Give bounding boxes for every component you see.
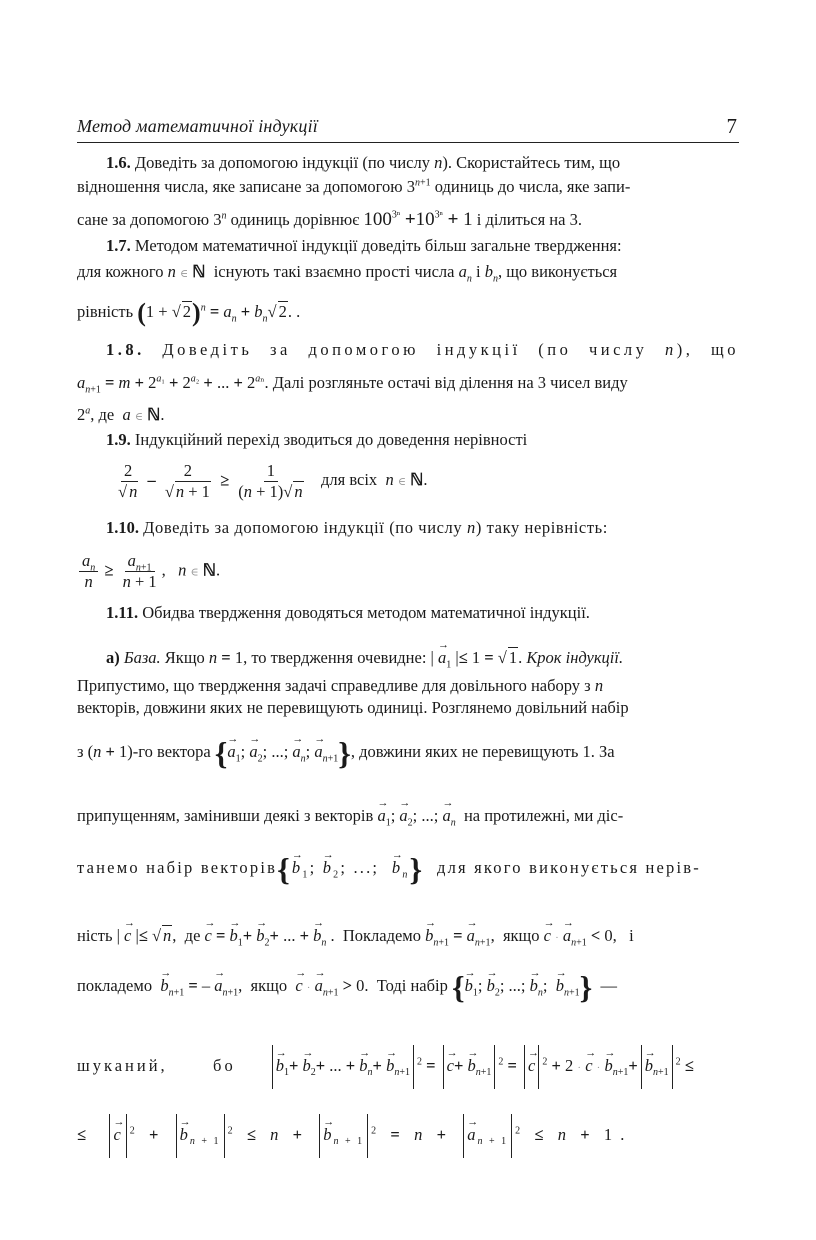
problem-1-8-line-2: $a_{n+1} = m + 2^{a_1} + 2^{a_2}$ + ... + $2^{a_n}$. Далі розгляньте остачі від ділення на 3 чисел виду (77, 373, 628, 396)
problem-1-9-line-1: 1.9. Індукційний перехід зводиться до доведення нерівності (106, 430, 528, 449)
part-a-line-7: ність | → c |≤ √ n, де → c = → $b_1+ \to b_2+$ ... + → $b_n$ . Покладемо → $b_{n+1}$ = → $a_{n+1}$, якщо → c · → $a_{n+1} < 0$, і (77, 926, 634, 948)
part-a-line-6: танемо набір векторів{→ $b_1$; → $b_2$; ...; → $b_n$} для якого виконується нерів- (77, 858, 701, 879)
problem-1-7-line-3: рівність (1 + √ $2)^n = a_n + b_n√$ 2. . (77, 298, 301, 328)
part-a-line-1: а) База. Якщо n = 1, то твердження очевидне: | → $a_1$ |≤ 1 = √ 1. Крок індукції. (106, 648, 623, 668)
part-a-line-10: ≤ → c $^2$ + → $b_{n + 1}^2 \le n$ + → $b_{n + 1}^2 = n$ + → $a_{n + 1}^2 \le n + 1$ . (77, 1114, 626, 1158)
part-a-line-3: векторів, довжини яких не перевищують одиниці. Розглянемо довільний набір (77, 698, 629, 717)
problem-1-7-line-1: 1.7. Методом математичної індукції доведіть більш загальне твердження: (106, 236, 622, 255)
running-title: Метод математичної індукції (77, 116, 318, 136)
problem-1-7-line-2: для кожного n ∈ ℕ існують такі взаємно прості числа $a_n$ і $b_n$, що виконується (77, 262, 618, 285)
page-number: 7 (726, 114, 737, 138)
text: Доведіть за допомогою індукції (по числу n). Скористайтесь тим, що (134, 153, 621, 172)
part-a-line-2: Припустимо, що твердження задачі справедливе для довільного набору з n (77, 676, 604, 695)
problem-1-6-line-1 (106, 153, 620, 173)
problem-1-10-line-1: 1.10. Доведіть за допомогою індукції (по числу n) таку нерівність: (106, 518, 608, 537)
problem-1-6-line-3: сане за допомогою 3$^n$ одиниць дорівнює $100^{3^n} +10^{3^n} + 1$ і ділиться на 3. (77, 209, 582, 230)
problem-number: 1.8. (106, 340, 145, 359)
problem-1-6-line-2: відношення числа, яке записане за допомогою $3^{n+1}$ одиниць до числа, яке запи- (77, 177, 631, 196)
problem-1-11-line-1: 1.11. Обидва твердження доводяться методом математичної індукції. (106, 603, 590, 622)
part-a-line-9: шуканий, бо → $b_1+ \to b_2+$ ... + → $b_n+ \to b_{n+1}^2$ = → $c+ \to b_{n+1}^2$ = → c $^2$ + 2 · → c · → $b_{n+1}+\to b_{n+1}^2$ ≤ (77, 1045, 694, 1089)
problem-number: 1.9. (106, 430, 131, 449)
running-header (77, 116, 739, 143)
problem-1-9-formula: $\frac{2}{√ n}$ – $\frac{2}{√ n + 1}$ ≥ $\frac{1}{(n + 1)√ n}$ для всіх n ∈ ℕ. (118, 461, 428, 501)
problem-number: 1.6. (106, 153, 131, 172)
problem-1-8-line-3: 2$^a$, де a ∈ ℕ. (77, 405, 165, 424)
problem-number: 1.10. (106, 518, 139, 537)
problem-number: 1.7. (106, 236, 131, 255)
part-a-line-5: припущенням, замінивши деякі з векторів → $a_1$; → $a_2$; ...; → $a_n$ на протилежні, ми діс- (77, 806, 623, 826)
part-a-line-4: з (n + 1)-го вектора {→ $a_1$; → $a_2$; ...; → $a_n$; → $a_{n+1}$}, довжини яких не перевищують 1. За (77, 742, 615, 763)
part-a-line-8: покладемо → $b_{n+1}$ = – → $a_{n+1}$, якщо → c · → $a_{n+1} > 0$. Тоді набір {→ $b_1$; → $b_2$; ...; → $b_n$; → $b_{n+1}$} — (77, 976, 617, 998)
problem-1-8-line-1: 1.8. Доведіть за допомогою індукції (по числу n), що (106, 340, 739, 359)
problem-number: 1.11. (106, 603, 139, 622)
problem-1-10-formula: $\frac{a_n}{n}$ ≥ $\frac{a_{n+1}}{n + 1}$ , n ∈ ℕ. (77, 551, 220, 592)
